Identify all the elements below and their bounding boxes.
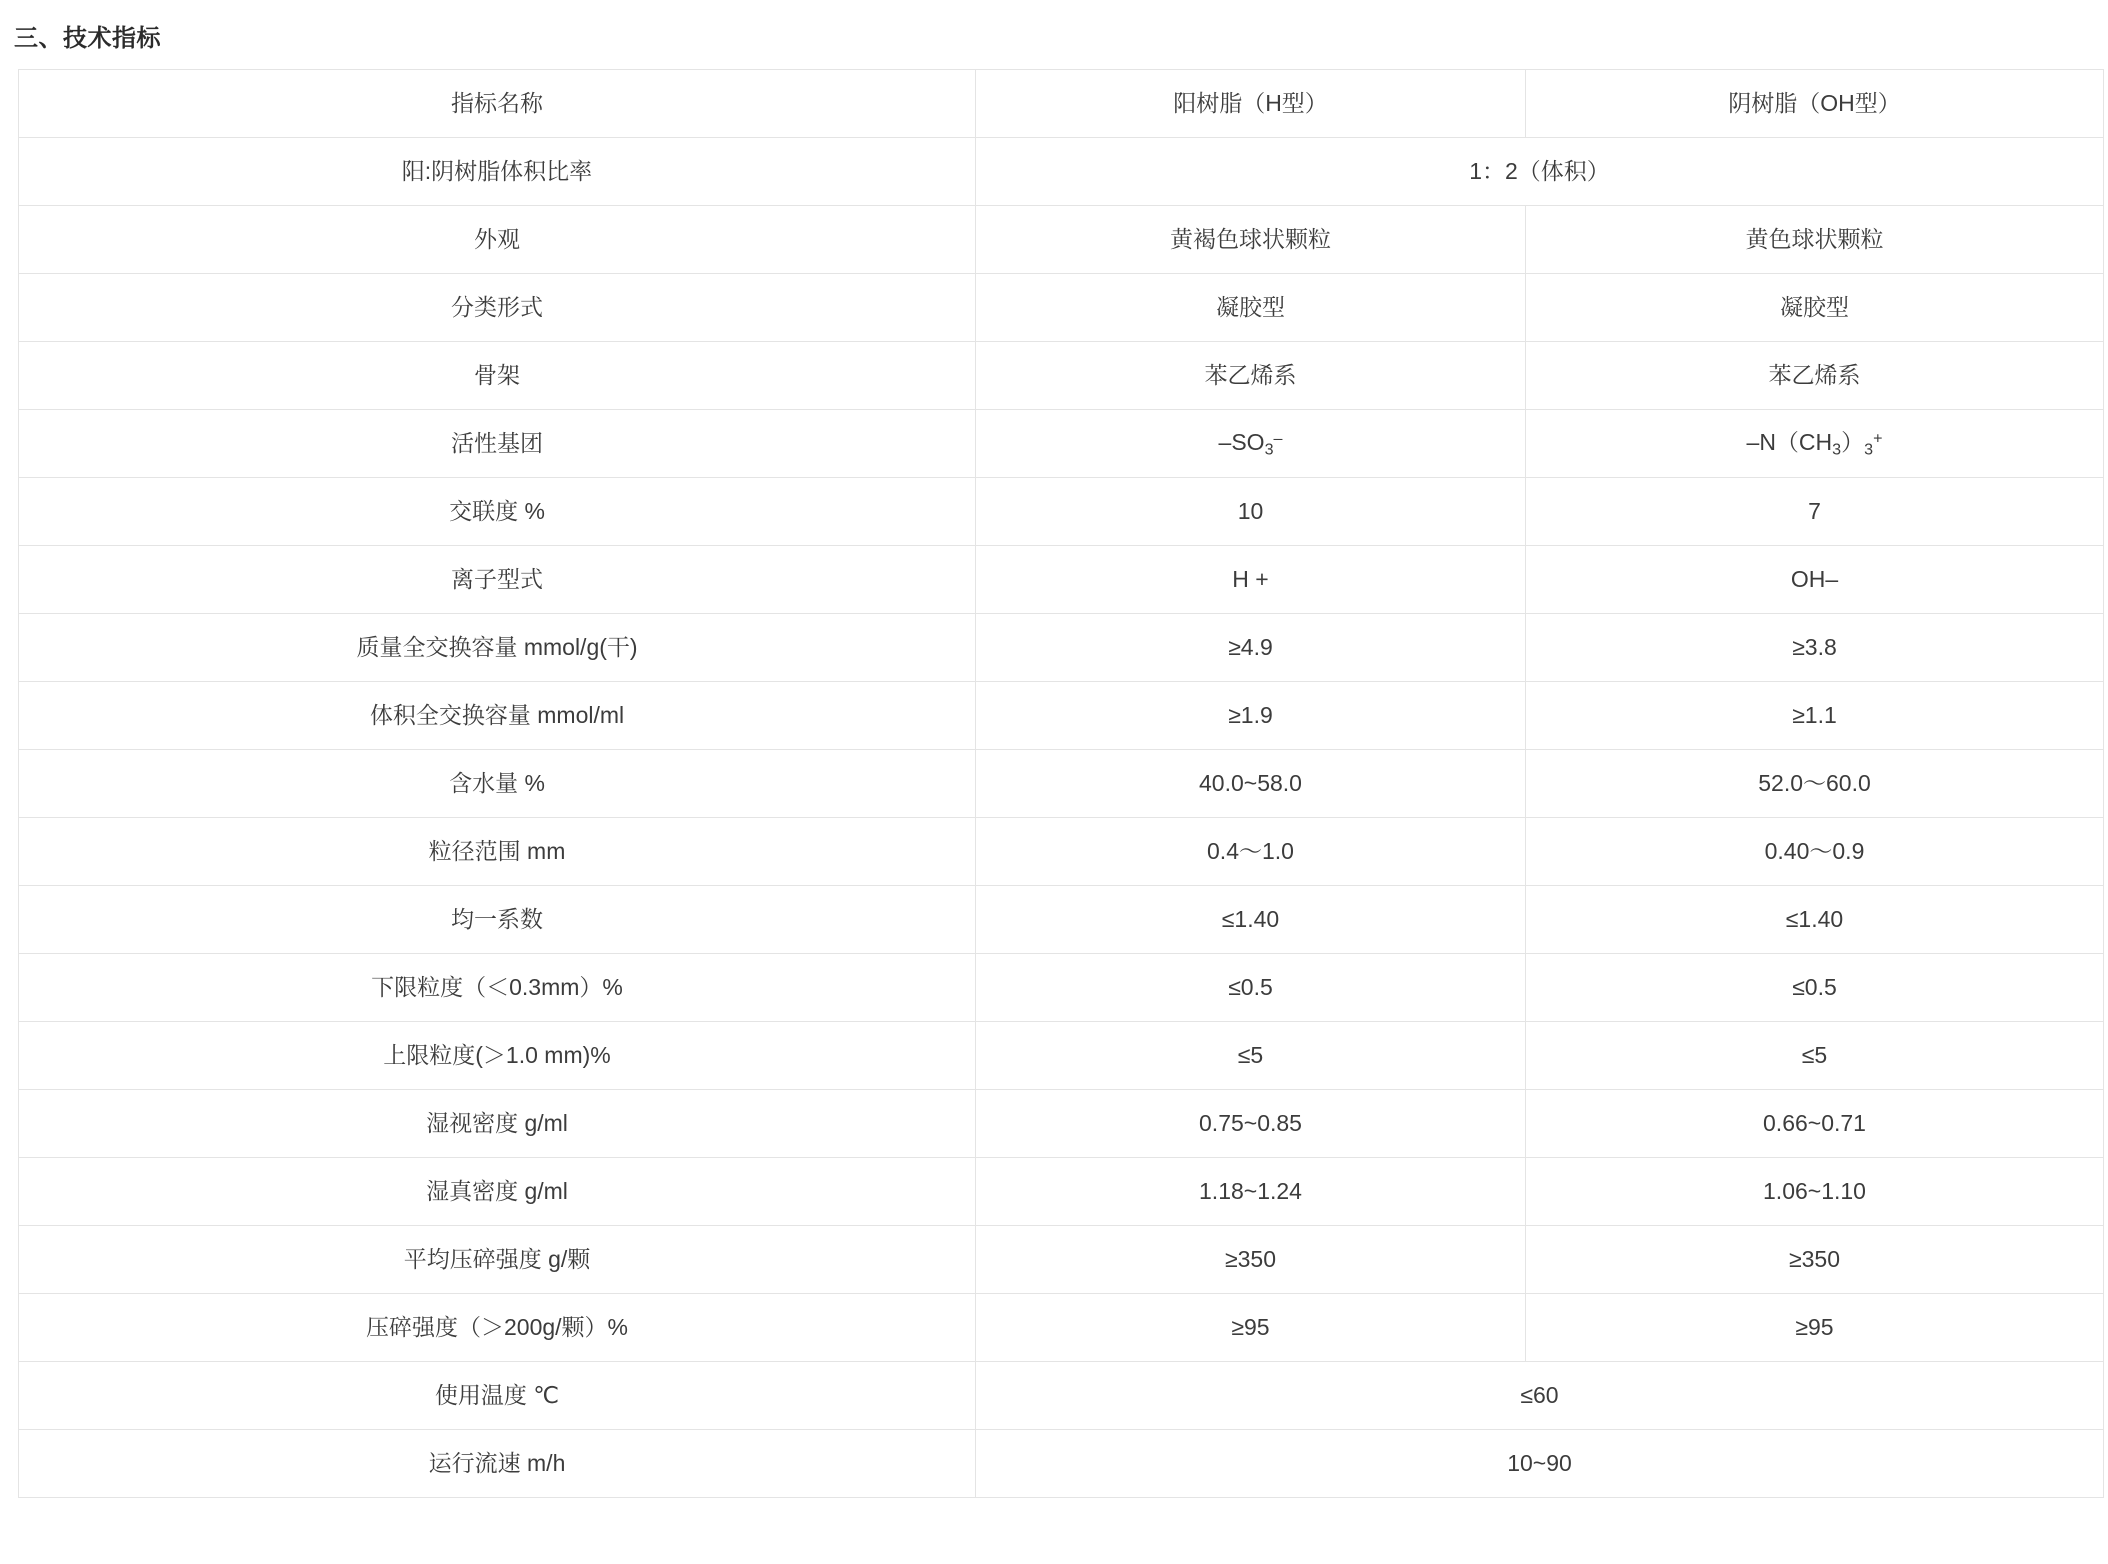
spec-name-cell: 外观	[19, 206, 976, 274]
spec-name-cell: 粒径范围 mm	[19, 818, 976, 886]
table-row	[19, 1294, 2104, 1362]
spec-value-cell-anion: ≤1.40	[1526, 886, 2104, 954]
spec-value-cell-cation: ≥95	[976, 1294, 1526, 1362]
spec-value-cell-anion: ≥1.1	[1526, 682, 2104, 750]
spec-name-cell: 湿真密度 g/ml	[19, 1158, 976, 1226]
spec-name-cell: 平均压碎强度 g/颗	[19, 1226, 976, 1294]
spec-value-cell-merged: ≤60	[976, 1362, 2104, 1430]
table-row	[19, 886, 2104, 954]
spec-value-cell-merged: 1：2（体积）	[976, 138, 2104, 206]
spec-value-cell-cation: 0.75~0.85	[976, 1090, 1526, 1158]
spec-value-cell-cation: ≥4.9	[976, 614, 1526, 682]
spec-name-cell: 含水量 %	[19, 750, 976, 818]
spec-name-cell: 下限粒度（＜0.3mm）%	[19, 954, 976, 1022]
spec-value-cell-cation: 40.0~58.0	[976, 750, 1526, 818]
spec-name-cell: 阳:阴树脂体积比率	[19, 138, 976, 206]
spec-value-cell-anion: 0.40～0.9	[1526, 818, 2104, 886]
table-row	[19, 818, 2104, 886]
spec-value-cell-anion: ≥3.8	[1526, 614, 2104, 682]
table-row	[19, 274, 2104, 342]
spec-name-cell: 压碎强度（＞200g/颗）%	[19, 1294, 976, 1362]
spec-name-cell: 交联度 %	[19, 478, 976, 546]
table-header-row	[19, 70, 2104, 138]
spec-value-cell-anion: $-N(CH_3)_3^+$	[1526, 410, 2104, 478]
spec-value-cell-cation: $-SO_3^-$	[976, 410, 1526, 478]
spec-name-cell: 骨架	[19, 342, 976, 410]
spec-value-cell-anion: 7	[1526, 478, 2104, 546]
spec-value-cell-anion: ≥350	[1526, 1226, 2104, 1294]
spec-value-cell-cation: 黄褐色球状颗粒	[976, 206, 1526, 274]
spec-name-cell: 使用温度 ℃	[19, 1362, 976, 1430]
spec-value-cell-anion: ≥95	[1526, 1294, 2104, 1362]
spec-value-cell-cation: ≤5	[976, 1022, 1526, 1090]
spec-value-cell-cation: ≤0.5	[976, 954, 1526, 1022]
spec-value-cell-merged: 10~90	[976, 1430, 2104, 1498]
table-row	[19, 682, 2104, 750]
table-row	[19, 342, 2104, 410]
spec-name-cell: 均一系数	[19, 886, 976, 954]
table-row	[19, 1430, 2104, 1498]
spec-value-cell-cation: 0.4～1.0	[976, 818, 1526, 886]
table-row	[19, 1226, 2104, 1294]
table-row	[19, 138, 2104, 206]
table-row	[19, 750, 2104, 818]
spec-value-cell-anion: 52.0～60.0	[1526, 750, 2104, 818]
column-header-cation: 阳树脂（H型）	[976, 70, 1526, 138]
spec-name-cell: 体积全交换容量 mmol/ml	[19, 682, 976, 750]
spec-value-cell-cation: ≥1.9	[976, 682, 1526, 750]
spec-value-cell-cation: 1.18~1.24	[976, 1158, 1526, 1226]
technical-spec-table	[18, 69, 2104, 1498]
spec-value-cell-cation: 苯乙烯系	[976, 342, 1526, 410]
spec-value-cell-cation: 凝胶型	[976, 274, 1526, 342]
page-title: 三、技术指标	[14, 25, 161, 52]
column-header-anion: 阴树脂（OH型）	[1526, 70, 2104, 138]
table-row	[19, 546, 2104, 614]
table-row	[19, 206, 2104, 274]
spec-name-cell: 离子型式	[19, 546, 976, 614]
spec-name-cell: 分类形式	[19, 274, 976, 342]
table-body	[19, 70, 2104, 1498]
spec-value-cell-cation: H +	[976, 546, 1526, 614]
column-header-name: 指标名称	[19, 70, 976, 138]
spec-name-cell: 活性基团	[19, 410, 976, 478]
spec-name-cell: 运行流速 m/h	[19, 1430, 976, 1498]
table-row	[19, 614, 2104, 682]
spec-value-cell-anion: 黄色球状颗粒	[1526, 206, 2104, 274]
spec-value-cell-cation: ≥350	[976, 1226, 1526, 1294]
table-row	[19, 1158, 2104, 1226]
spec-value-cell-anion: OH–	[1526, 546, 2104, 614]
table-row	[19, 1090, 2104, 1158]
table-row	[19, 1022, 2104, 1090]
spec-name-cell: 湿视密度 g/ml	[19, 1090, 976, 1158]
spec-name-cell: 上限粒度(＞1.0 mm)%	[19, 1022, 976, 1090]
spec-value-cell-anion: ≤5	[1526, 1022, 2104, 1090]
spec-name-cell: 质量全交换容量 mmol/g(干)	[19, 614, 976, 682]
table-row	[19, 478, 2104, 546]
table-row	[19, 1362, 2104, 1430]
spec-value-cell-anion: 1.06~1.10	[1526, 1158, 2104, 1226]
spec-value-cell-cation: 10	[976, 478, 1526, 546]
spec-value-cell-cation: ≤1.40	[976, 886, 1526, 954]
table-row	[19, 410, 2104, 478]
spec-value-cell-anion: 凝胶型	[1526, 274, 2104, 342]
spec-value-cell-anion: ≤0.5	[1526, 954, 2104, 1022]
spec-value-cell-anion: 0.66~0.71	[1526, 1090, 2104, 1158]
spec-value-cell-anion: 苯乙烯系	[1526, 342, 2104, 410]
table-row	[19, 954, 2104, 1022]
